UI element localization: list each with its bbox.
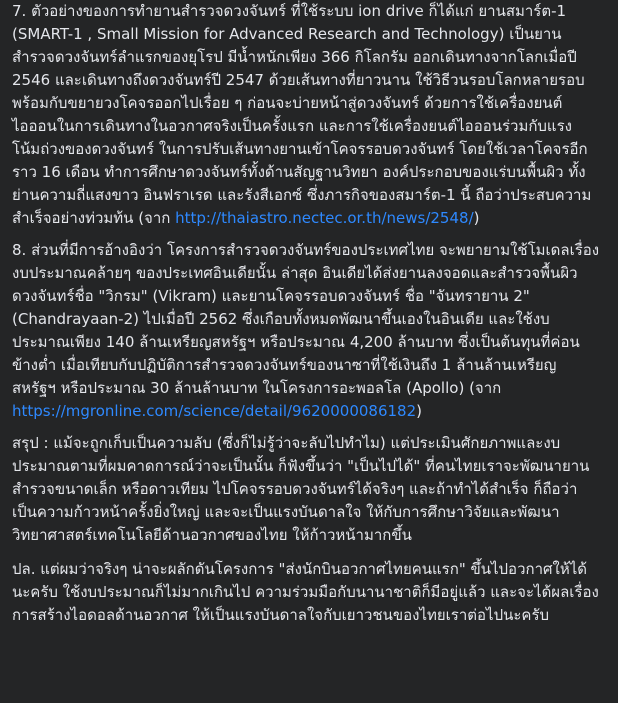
paragraph-8 xyxy=(12,239,600,423)
paragraph-7-tail: ) xyxy=(473,209,480,227)
thaiastro-link[interactable]: http://thaiastro.nectec.or.th/news/2548/ xyxy=(175,209,474,227)
paragraph-7-text: 7. ตัวอย่างของการทำยานสำรวจดวงจันทร์ ที่ใช้ระบบ ion drive ก็ได้แก่ ยานสมาร์ต-1 (SMART-1 , Small Mission for Advanced Research and Technology) เป็นยานสำรวจดวงจันทร์ลำแรกของยุโรป มีน้ำหนักเพียง 366 กิโลกรัม ออกเดินทางจากโลกเมื่อปี 2546 และเดินทางถึงดวงจันทร์ปี 2547 ด้วยเส้นทางที่ยาวนาน ใช้วิธีวนรอบโลกหลายรอบ พร้อมกับขยายวงโคจรออกไปเรื่อย ๆ ก่อนจะบ่ายหน้าสู่ดวงจันทร์ ด้วยการใช้เครื่องยนต์ไอออนในการเดินทางในอวกาศจริงเป็นครั้งแรก และการใช้เครื่องยนต์ไอออนร่วมกับแรงโน้มถ่วงของดวงจันทร์ ในการปรับเส้นทางยานเข้าโคจรรอบดวงจันทร์ โดยใช้เวลาโคจรอีกราว 16 เดือน ทำการศึกษาดวงจันทร์ทั้งด้านสัญฐานวิทยา องค์ประกอบของแร่บนพื้นผิว ทั้งย่านความถี่แสงขาว อินฟราเรด และรังสีเอกซ์ ซึ่งภารกิจของสมาร์ต-1 นี้ ถือว่าประสบความสำเร็จอย่างท่วมท้น (จาก xyxy=(12,2,592,227)
paragraph-8-tail: ) xyxy=(416,402,422,420)
summary-paragraph: สรุป : แม้จะถูกเก็บเป็นความลับ (ซึ่งก็ไม่รู้ว่าจะลับไปทำไม) แต่ประเมินศักยภาพและงบประมาณตามที่ผมคาดการณ์ว่าจะเป็นนั้น ก็ฟังขึ้นว่า "เป็นไปได้" ที่คนไทยเราจะพัฒนายานสำรวจขนาดเล็ก หรือดาวเทียม ไปโคจรรอบดวงจันทร์ได้จริงๆ และถ้าทำได้สำเร็จ ก็ถือว่าเป็นความก้าวหน้าครั้งยิ่งใหญ่ และจะเป็นแรงบันดาลใจ ให้กับการศึกษาวิจัยและพัฒนาวิทยาศาสตร์เทคโนโลยีด้านอวกาศของไทย ให้ก้าวหน้ามากขึ้น xyxy=(12,434,590,544)
postscript-paragraph: ปล. แต่ผมว่าจริงๆ น่าจะผลักดันโครงการ "ส่งนักบินอวกาศไทยคนแรก" ขึ้นไปอวกาศให้ได้นะครับ ใช้งบประมาณก็ไม่มากเกินไป ความร่วมมือกับนานาชาติก็มีอยู่แล้ว และจะได้ผลเรื่องการสร้างไอดอลด้านอวกาศ ให้เป็นแรงบันดาลใจกับเยาวชนของไทยเราต่อไปนะครับ xyxy=(12,560,599,624)
paragraph-8-text: 8. ส่วนที่มีการอ้างอิงว่า โครงการสำรวจดวงจันทร์ของประเทศไทย จะพยายามใช้โมเดลเรื่องงบประมาณคล้ายๆ ของประเทศอินเดียนั้น ล่าสุด อินเดียได้ส่งยานลงจอดและสำรวจพื้นผิวดวงจันทร์ชื่อ "วิกรม" (Vikram) และยานโคจรรอบดวงจันทร์ ชื่อ "จันทรายาน 2" (Chandrayaan-2) ไปเมื่อปี 2562 ซึ่งเกือบทั้งหมดพัฒนาขึ้นเองในอินเดีย และใช้งบประมาณเพียง 140 ล้านเหรียญสหรัฐฯ หรือประมาณ 4,200 ล้านบาท ซึ่งเป็นต้นทุนที่ค่อนข้างต่ำ เมื่อเทียบกับปฏิบัติการสำรวจดวงจันทร์ของนาซาที่ใช้เงินถึง 1 ล้านล้านเหรียญสหรัฐฯ หรือประมาณ 30 ล้านล้านบาท ในโครงการอะพอลโล (Apollo) (จาก xyxy=(12,241,600,397)
mgronline-link[interactable]: https://mgronline.com/science/detail/9620000086182 xyxy=(12,402,417,420)
paragraph-7 xyxy=(12,0,600,230)
